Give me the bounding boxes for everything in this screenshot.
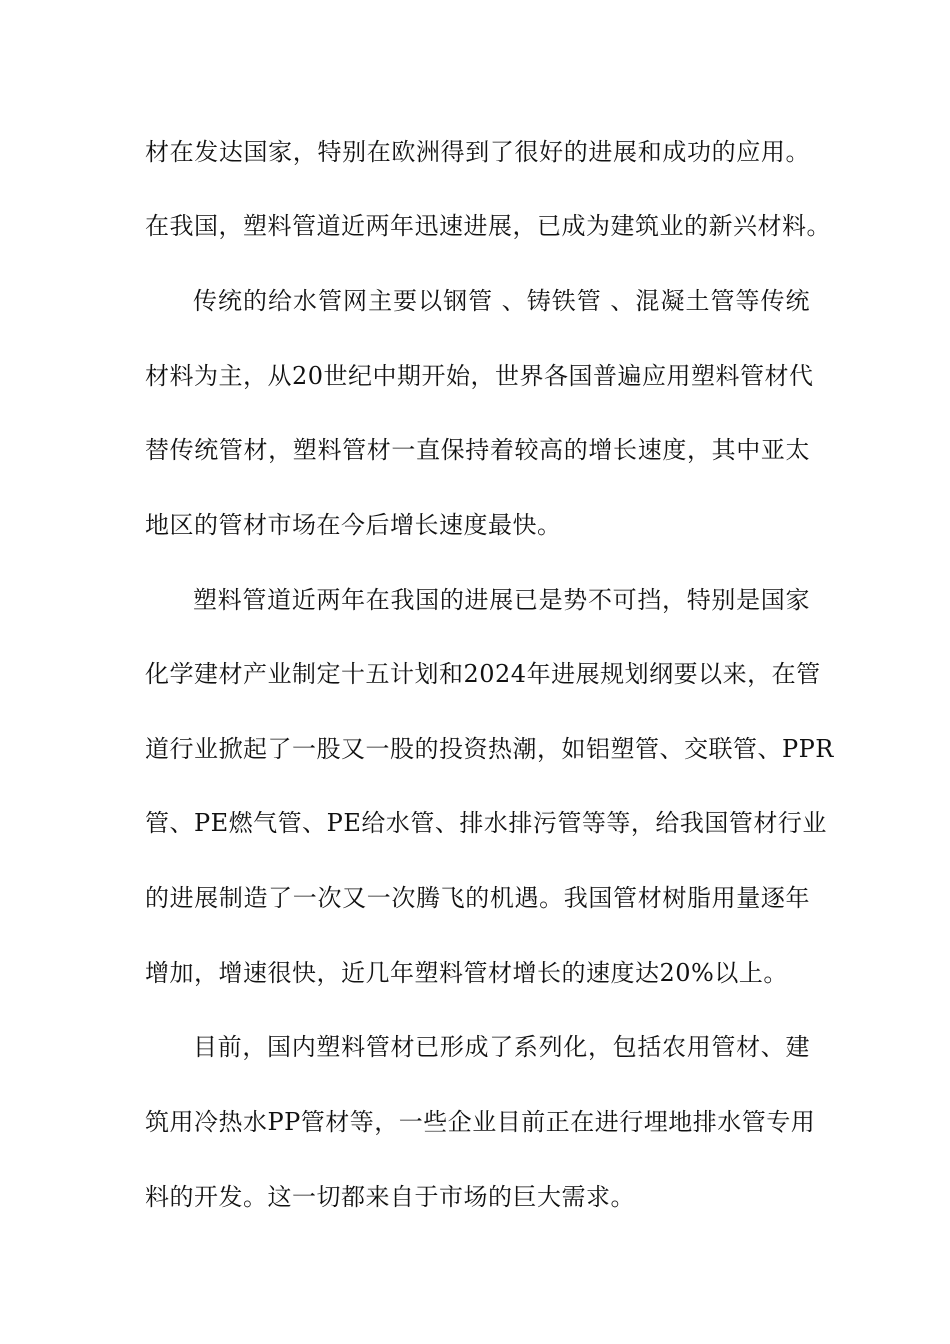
text-line-15: 料的开发。这一切都来自于市场的巨大需求。 [145,1183,635,1211]
text-line-14: 筑用冷热水PP管材等，一些企业目前正在进行埋地排水管专用 [145,1108,816,1136]
text-line-7: 塑料管道近两年在我国的进展已是势不可挡，特别是国家 [193,586,810,614]
text-line-13: 目前，国内塑料管材已形成了系列化，包括农用管材、建 [193,1033,810,1061]
text-line-1: 材在发达国家，特别在欧洲得到了很好的进展和成功的应用。 [145,138,810,166]
text-line-11: 的进展制造了一次又一次腾飞的机遇。我国管材树脂用量逐年 [145,884,810,912]
text-line-6: 地区的管材市场在今后增长速度最快。 [145,511,562,539]
text-line-3: 传统的给水管网主要以钢管 、铸铁管 、混凝土管等传统 [193,287,810,315]
text-line-8: 化学建材产业制定十五计划和2024年进展规划纲要以来，在管 [145,660,821,688]
text-line-2: 在我国，塑料管道近两年迅速进展，已成为建筑业的新兴材料。 [145,212,831,240]
text-line-12: 增加，增速很快，近几年塑料管材增长的速度达20%以上。 [145,959,788,987]
text-line-9: 道行业掀起了一股又一股的投资热潮，如铝塑管、交联管、PPR [145,735,834,763]
text-line-4: 材料为主，从20世纪中期开始，世界各国普遍应用塑料管材代 [145,362,814,390]
text-line-10: 管、PE燃气管、PE给水管、排水排污管等等，给我国管材行业 [145,809,827,837]
text-line-5: 替传统管材，塑料管材一直保持着较高的增长速度，其中亚太 [145,436,810,464]
